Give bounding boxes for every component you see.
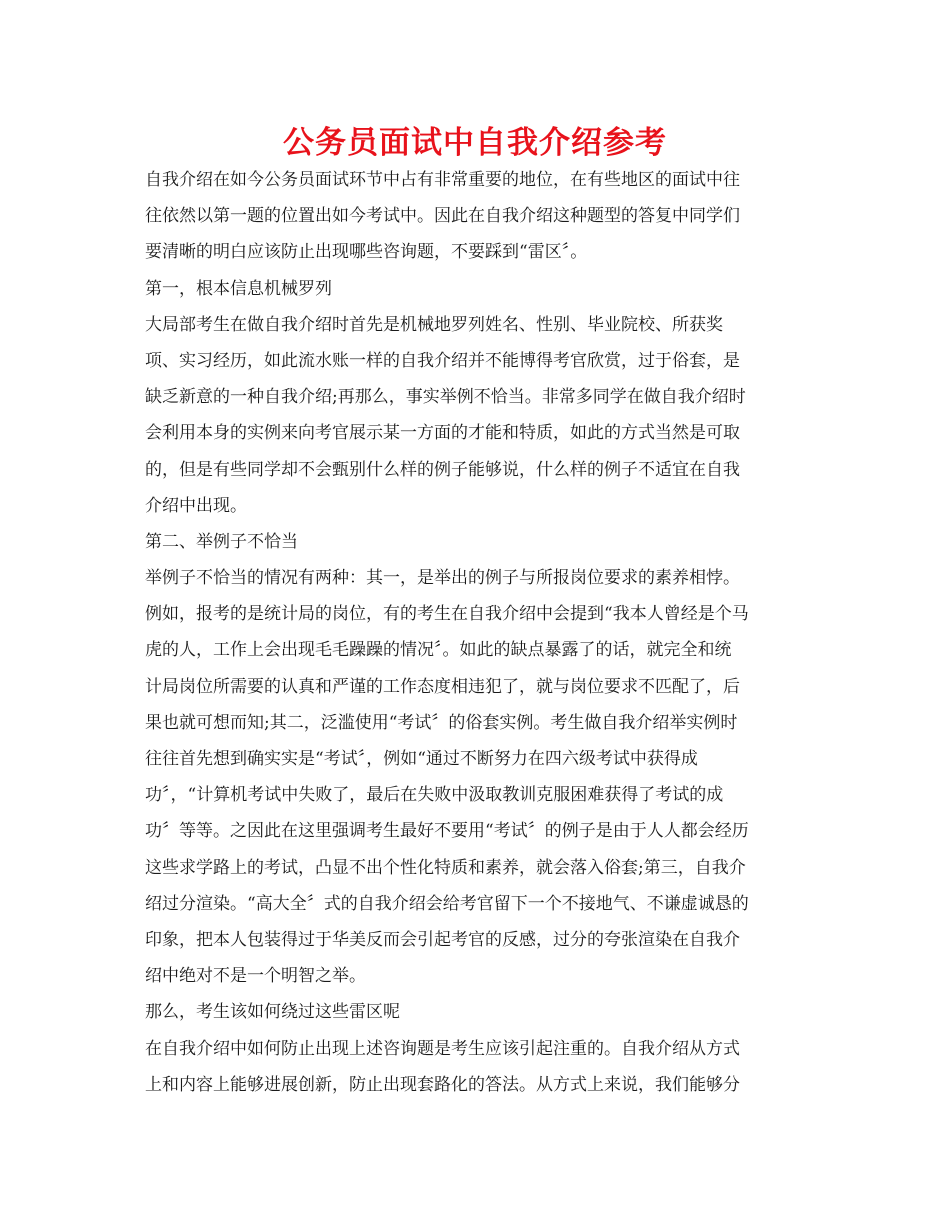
paragraph-line: 例如，报考的是统计局的岗位，有的考生在自我介绍中会提到“我本人曾经是个马 (145, 604, 749, 625)
paragraph-line: 在自我介绍中如何防止出现上述咨询题是考生应该引起注重的。自我介绍从方式 (145, 1038, 740, 1059)
paragraph-line: 要清晰的明白应该防止出现哪些咨询题，不要踩到“雷区〞。 (145, 242, 588, 263)
paragraph-line: 绍中绝对不是一个明智之举。 (145, 966, 366, 987)
paragraph-line: 绍过分渲染。“高大全〞式的自我介绍会给考官留下一个不接地气、不谦虚诚恳的 (145, 893, 749, 914)
paragraph-line: 的，但是有些同学却不会甄别什么样的例子能够说，什么样的例子不适宜在自我 (145, 459, 740, 480)
paragraph-line: 自我介绍在如今公务员面试环节中占有非常重要的地位，在有些地区的面试中往 (145, 170, 740, 190)
paragraph-line: 虎的人，工作上会出现毛毛躁躁的情况〞。如此的缺点暴露了的话，就完全和统 (145, 640, 732, 661)
paragraph-line: 上和内容上能够进展创新，防止出现套路化的答法。从方式上来说，我们能够分 (145, 1074, 740, 1095)
paragraph-line: 计局岗位所需要的认真和严谨的工作态度相违犯了，就与岗位要求不匹配了，后 (145, 676, 740, 697)
page-title: 公务员面试中自我介绍参考 (283, 125, 667, 161)
section-heading-1: 第一，根本信息机械罗列 (145, 278, 332, 299)
paragraph-line: 这些求学路上的考试，凸显不出个性化特质和素养，就会落入俗套;第三，自我介 (145, 857, 746, 878)
paragraph-line: 介绍中出现。 (145, 495, 247, 516)
section-heading-2: 第二、举例子不恰当 (145, 531, 298, 552)
paragraph-line: 往依然以第一题的位置出如今考试中。因此在自我介绍这种题型的答复中同学们 (145, 206, 740, 227)
paragraph-line: 印象，把本人包装得过于华美反而会引起考官的反感，过分的夸张渲染在自我介 (145, 929, 740, 950)
paragraph-line: 果也就可想而知;其二，泛滥使用“考试〞的俗套实例。考生做自我介绍举实例时 (145, 712, 738, 733)
section-heading-3: 那么，考生该如何绕过这些雷区呢 (145, 1002, 400, 1023)
paragraph-line: 功〞等等。之因此在这里强调考生最好不要用“考试〞的例子是由于人人都会经历 (145, 821, 749, 842)
paragraph-line: 大局部考生在做自我介绍时首先是机械地罗列姓名、性别、毕业院校、所获奖 (145, 314, 723, 335)
paragraph-line: 功〞，“计算机考试中失败了，最后在失败中汲取教训克服困难获得了考试的成 (145, 785, 724, 806)
document-body (145, 162, 810, 1103)
paragraph-line: 缺乏新意的一种自我介绍;再那么，事实举例不恰当。非常多同学在做自我介绍时 (145, 387, 746, 408)
paragraph-line: 往往首先想到确实实是“考试〞，例如“通过不断努力在四六级考试中获得成 (145, 749, 698, 769)
paragraph-line: 项、实习经历，如此流水账一样的自我介绍并不能博得考官欣赏，过于俗套，是 (145, 350, 740, 371)
paragraph-line: 举例子不恰当的情况有两种：其一，是举出的例子与所报岗位要求的素养相悖。 (145, 568, 740, 589)
paragraph-line: 会利用本身的实例来向考官展示某一方面的才能和特质，如此的方式当然是可取 (145, 423, 740, 444)
